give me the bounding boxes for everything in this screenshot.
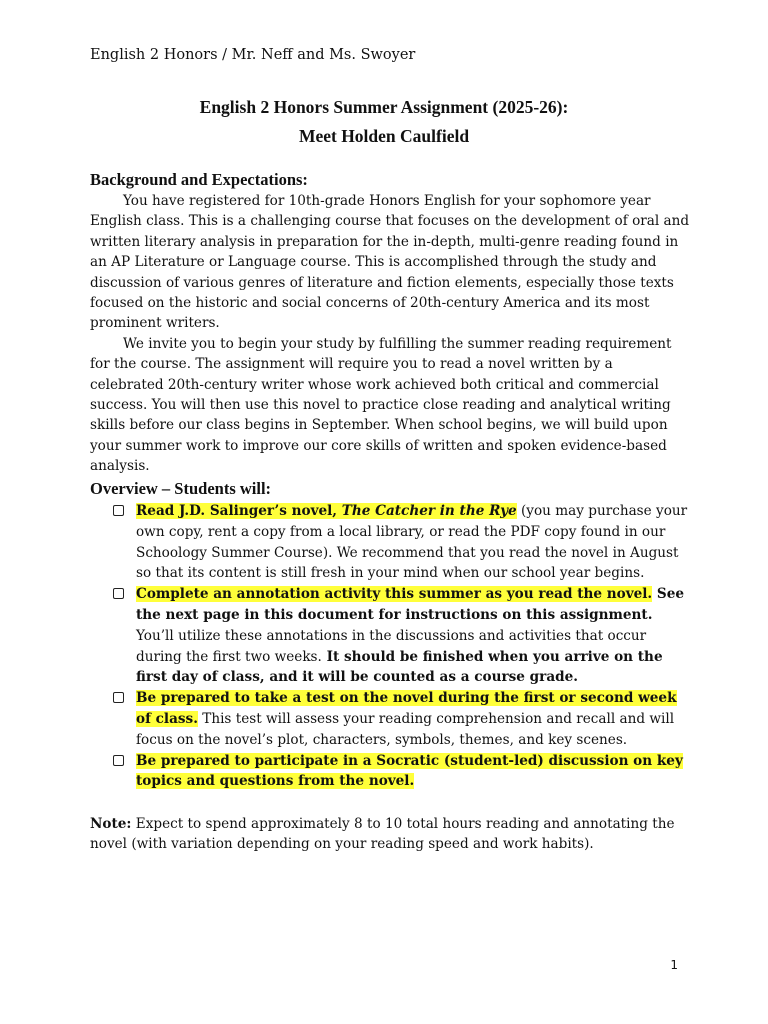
checkbox-icon[interactable]: [113, 505, 124, 516]
bold-text: See the next page in this document for instructions on this assignment.: [136, 586, 685, 623]
highlighted-text: Be prepared to participate in a Socratic (student-led) discussion on key topics and questions from the novel.: [136, 752, 683, 790]
note-label: Note:: [90, 816, 132, 832]
item-text: You’ll utilize these annotations in the discussions and activities that occur during the first two weeks.: [136, 627, 647, 665]
list-item: [113, 751, 693, 793]
checkbox-icon[interactable]: [113, 692, 124, 703]
note-text: Expect to spend approximately 8 to 10 total hours reading and annotating the novel (with variation depending on your reading speed and work habits).: [90, 816, 675, 853]
document-subtitle: Meet Holden Caulfield: [298, 126, 470, 146]
item-text: (you may purchase your own copy, rent a copy from a local library, or read the PDF copy found in our Schoology Summer Course). We recommend that you read the novel in August so that its content is still fresh in your mind when our school year begins.: [136, 503, 688, 582]
highlighted-text: Complete an annotation activity this summer as you read the novel.: [136, 586, 653, 603]
item-text: This test will assess your reading comprehension and recall and will focus on the novel’s plot, characters, symbols, themes, and key scenes.: [136, 710, 675, 748]
list-item: [113, 688, 693, 750]
checkbox-icon[interactable]: [113, 755, 124, 766]
highlighted-text: Read J.D. Salinger’s novel,: [136, 503, 342, 519]
page-number: 1: [670, 958, 678, 972]
background-paragraph-1: You have registered for 10th-grade Honors English for your sophomore year English class. This is a challenging course that focuses on the development of oral and written literary analysis in preparation for the in-depth, multi-genre reading found in an AP Literature or Language course. This is accomplished through the study and discussion of various genres of literature and fiction elements, especially those texts focused on the historic and social concerns of 20th-century America and its most prominent writers.: [90, 193, 690, 332]
book-title: The Catcher in the Rye: [341, 503, 517, 519]
note-section: [90, 814, 690, 855]
highlighted-text: Be prepared to take a test on the novel during the first or second week of class.: [136, 690, 677, 727]
checkbox-icon[interactable]: [113, 588, 124, 599]
background-heading: Background and Expectations:: [90, 170, 308, 189]
overview-checklist: [113, 501, 693, 792]
overview-heading: Overview – Students will:: [90, 479, 272, 498]
bold-text: It should be finished when you arrive on the first day of class, and it will be counted as a course grade.: [136, 648, 663, 686]
background-section: [90, 191, 690, 477]
document-title: English 2 Honors Summer Assignment (2025-26):: [199, 97, 569, 117]
list-item: [113, 501, 693, 584]
background-paragraph-2: We invite you to begin your study by fulfilling the summer reading requirement for the course. The assignment will require you to read a novel written by a celebrated 20th-century writer whose work achieved both critical and commercial success. You will then use this novel to practice close reading and analytical writing skills before our class begins in September. When school begins, we will build upon your summer work to improve our core skills of written and spoken evidence-based analysis.: [90, 335, 672, 475]
list-item: [113, 584, 693, 688]
course-header: English 2 Honors / Mr. Neff and Ms. Swoyer: [90, 47, 416, 63]
